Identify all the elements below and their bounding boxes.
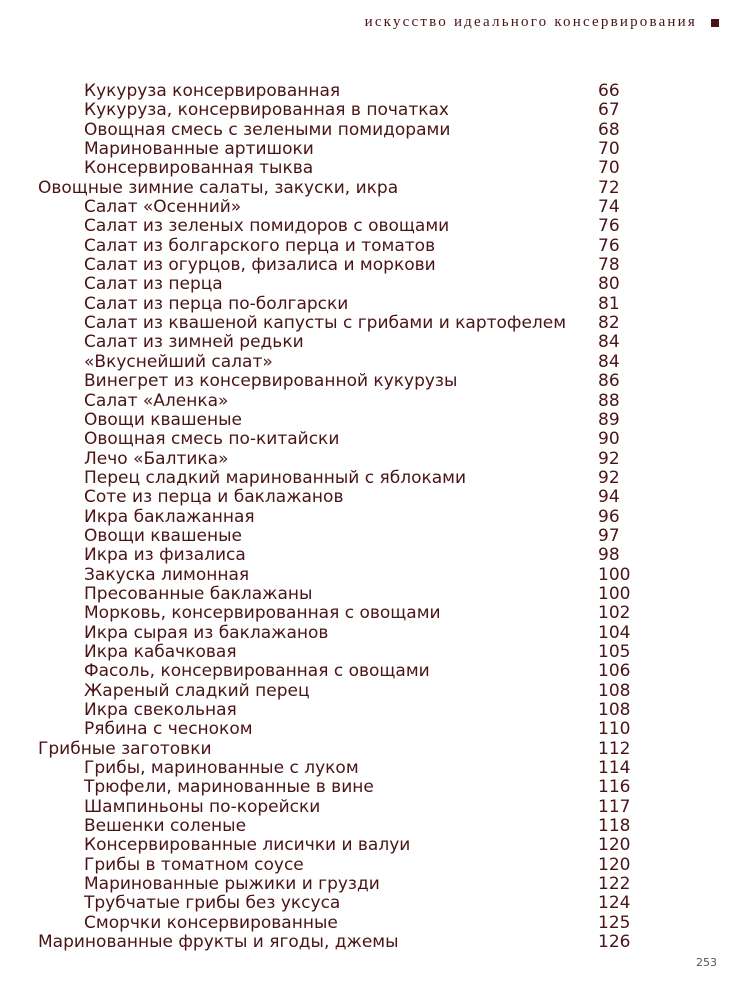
toc-entry-page: 76 xyxy=(598,235,620,256)
toc-entry xyxy=(0,720,737,739)
toc-entry xyxy=(0,140,737,159)
toc-entry-page: 120 xyxy=(598,854,631,875)
toc-entry-title: Кукуруза, консервированная в початках xyxy=(84,100,449,121)
toc-entry-page: 86 xyxy=(598,371,620,392)
toc-entry-page: 100 xyxy=(598,564,631,585)
toc-entry-title: Вешенки соленые xyxy=(84,816,247,837)
toc-entry xyxy=(0,585,737,604)
toc-entry-page: 82 xyxy=(598,313,620,334)
toc-entry xyxy=(0,546,737,565)
toc-entry-title: Лечо «Балтика» xyxy=(84,448,229,469)
toc-entry-title: Закуска лимонная xyxy=(84,564,250,585)
toc-entry-title: Соте из перца и баклажанов xyxy=(84,487,344,508)
toc-section-entry xyxy=(0,933,737,952)
toc-entry xyxy=(0,256,737,275)
toc-entry-title: Салат из болгарского перца и томатов xyxy=(84,235,436,256)
toc-entry xyxy=(0,508,737,527)
toc-entry xyxy=(0,101,737,120)
toc-entry xyxy=(0,314,737,333)
toc-entry-title: Салат из зимней редьки xyxy=(84,332,304,353)
toc-entry-page: 120 xyxy=(598,835,631,856)
toc-entry-title: Салат из перца по-болгарски xyxy=(84,293,349,314)
toc-entry xyxy=(0,275,737,294)
toc-entry-title: Пресованные баклажаны xyxy=(84,583,313,604)
toc-entry-title: Трубчатые грибы без уксуса xyxy=(84,893,341,914)
toc-entry-title: Винегрет из консервированной кукурузы xyxy=(84,371,458,392)
toc-entry-page: 84 xyxy=(598,332,620,353)
toc-entry-title: Грибы в томатном соусе xyxy=(84,854,304,875)
toc-entry-title: Перец сладкий маринованный с яблоками xyxy=(84,467,467,488)
toc-entry-page: 125 xyxy=(598,912,631,933)
toc-entry-page: 78 xyxy=(598,255,620,276)
toc-entry xyxy=(0,430,737,449)
toc-entry-title: Маринованные фрукты и ягоды, джемы xyxy=(38,932,399,953)
toc-entry xyxy=(0,894,737,913)
toc-entry xyxy=(0,682,737,701)
toc-entry-title: Морковь, консервированная с овощами xyxy=(84,603,441,624)
toc-entry-page: 74 xyxy=(598,197,620,218)
toc-entry-page: 104 xyxy=(598,622,631,643)
toc-entry-page: 67 xyxy=(598,100,620,121)
toc-entry-title: «Вкуснейший салат» xyxy=(84,351,273,372)
toc-entry xyxy=(0,604,737,623)
toc-entry-page: 90 xyxy=(598,429,620,450)
toc-entry-page: 105 xyxy=(598,641,631,662)
toc-entry xyxy=(0,856,737,875)
toc-entry-title: Икра из физалиса xyxy=(84,545,246,566)
toc-entry-page: 80 xyxy=(598,274,620,295)
toc-entry xyxy=(0,875,737,894)
toc-entry xyxy=(0,159,737,178)
toc-entry-title: Салат из перца xyxy=(84,274,223,295)
toc-entry-page: 126 xyxy=(598,932,631,953)
toc-entry xyxy=(0,759,737,778)
toc-entry-title: Овощи квашеные xyxy=(84,525,242,546)
toc-entry-title: Овощная смесь с зелеными помидорами xyxy=(84,119,451,140)
toc-entry-page: 108 xyxy=(598,680,631,701)
toc-entry xyxy=(0,450,737,469)
toc-entry-title: Икра свекольная xyxy=(84,700,237,720)
toc-entry xyxy=(0,392,737,411)
toc-entry xyxy=(0,488,737,507)
toc-entry xyxy=(0,836,737,855)
toc-entry-page: 124 xyxy=(598,893,631,914)
toc-entry-title: Салат «Аленка» xyxy=(84,390,229,411)
toc-entry xyxy=(0,121,737,140)
toc-entry-title: Консервированные лисички и валуи xyxy=(84,835,411,856)
toc-entry xyxy=(0,624,737,643)
toc-entry-page: 81 xyxy=(598,293,620,314)
toc-entry-title: Кукуруза консервированная xyxy=(84,81,341,101)
running-title: искусство идеального консервирования xyxy=(364,14,697,30)
toc-entry-page: 117 xyxy=(598,796,631,817)
toc-entry xyxy=(0,778,737,797)
toc-entry-title: Жареный сладкий перец xyxy=(84,680,310,701)
toc-entry-page: 88 xyxy=(598,390,620,411)
toc-entry-page: 100 xyxy=(598,583,631,604)
toc-entry-page: 106 xyxy=(598,661,631,682)
toc-entry xyxy=(0,527,737,546)
toc-entry xyxy=(0,798,737,817)
toc-entry-page: 92 xyxy=(598,467,620,488)
toc-entry-title: Икра сырая из баклажанов xyxy=(84,622,329,643)
toc-entry xyxy=(0,82,737,101)
running-header xyxy=(365,14,719,31)
toc-entry-page: 70 xyxy=(598,158,620,179)
toc-entry xyxy=(0,411,737,430)
toc-entry-page: 114 xyxy=(598,758,631,779)
toc-entry-page: 97 xyxy=(598,525,620,546)
toc-entry-title: Грибные заготовки xyxy=(38,738,212,759)
toc-entry xyxy=(0,353,737,372)
toc-entry xyxy=(0,198,737,217)
toc-entry-title: Консервированная тыква xyxy=(84,158,314,179)
toc-entry-title: Овощная смесь по-китайски xyxy=(84,429,340,450)
toc-entry xyxy=(0,701,737,720)
toc-entry-title: Икра баклажанная xyxy=(84,506,255,527)
toc-section-entry xyxy=(0,740,737,759)
toc-entry-page: 102 xyxy=(598,603,631,624)
toc-entry-page: 68 xyxy=(598,119,620,140)
toc-entry-title: Овощи квашеные xyxy=(84,409,242,430)
toc-entry-title: Грибы, маринованные с луком xyxy=(84,758,359,779)
toc-entry xyxy=(0,662,737,681)
toc-entry xyxy=(0,372,737,391)
page-number: 253 xyxy=(696,956,717,969)
toc-entry-title: Сморчки консервированные xyxy=(84,912,338,933)
toc-entry-page: 96 xyxy=(598,506,620,527)
toc-entry-page: 66 xyxy=(598,81,620,101)
toc-entry xyxy=(0,217,737,236)
toc-entry-page: 89 xyxy=(598,409,620,430)
toc-entry-page: 92 xyxy=(598,448,620,469)
toc-entry-title: Салат из зеленых помидоров с овощами xyxy=(84,216,450,237)
toc-entry-title: Фасоль, консервированная с овощами xyxy=(84,661,430,682)
toc-entry-page: 108 xyxy=(598,700,631,720)
toc-entry-title: Салат из огурцов, физалиса и моркови xyxy=(84,255,436,276)
toc-entry xyxy=(0,469,737,488)
toc-entry-page: 76 xyxy=(598,216,620,237)
toc-entry-title: Трюфели, маринованные в вине xyxy=(84,777,374,798)
toc-entry-page: 72 xyxy=(598,177,620,198)
toc-entry-title: Икра кабачковая xyxy=(84,641,237,662)
toc-section-entry xyxy=(0,179,737,198)
toc-entry-page: 84 xyxy=(598,351,620,372)
toc-entry-page: 112 xyxy=(598,738,631,759)
toc-entry-page: 94 xyxy=(598,487,620,508)
toc-entry xyxy=(0,643,737,662)
toc-entry-title: Салат из квашеной капусты с грибами и картофелем xyxy=(84,313,567,334)
header-square-marker xyxy=(711,19,719,27)
toc-entry-page: 110 xyxy=(598,719,631,740)
toc-entry xyxy=(0,237,737,256)
toc-entry xyxy=(0,817,737,836)
toc-entry-page: 98 xyxy=(598,545,620,566)
toc-entry-page: 122 xyxy=(598,874,631,895)
toc-entry xyxy=(0,295,737,314)
toc-entry xyxy=(0,914,737,933)
toc-entry xyxy=(0,333,737,352)
toc-entry-title: Рябина с чесноком xyxy=(84,719,253,740)
toc-entry-title: Шампиньоны по-корейски xyxy=(84,796,321,817)
toc-entry-title: Овощные зимние салаты, закуски, икра xyxy=(38,177,399,198)
toc-entry-title: Маринованные рыжики и грузди xyxy=(84,874,380,895)
toc-entry-title: Маринованные артишоки xyxy=(84,139,314,160)
table-of-contents xyxy=(0,82,737,952)
toc-entry-title: Салат «Осенний» xyxy=(84,197,242,218)
toc-entry-page: 118 xyxy=(598,816,631,837)
toc-entry-page: 116 xyxy=(598,777,631,798)
toc-entry-page: 70 xyxy=(598,139,620,160)
toc-entry xyxy=(0,566,737,585)
